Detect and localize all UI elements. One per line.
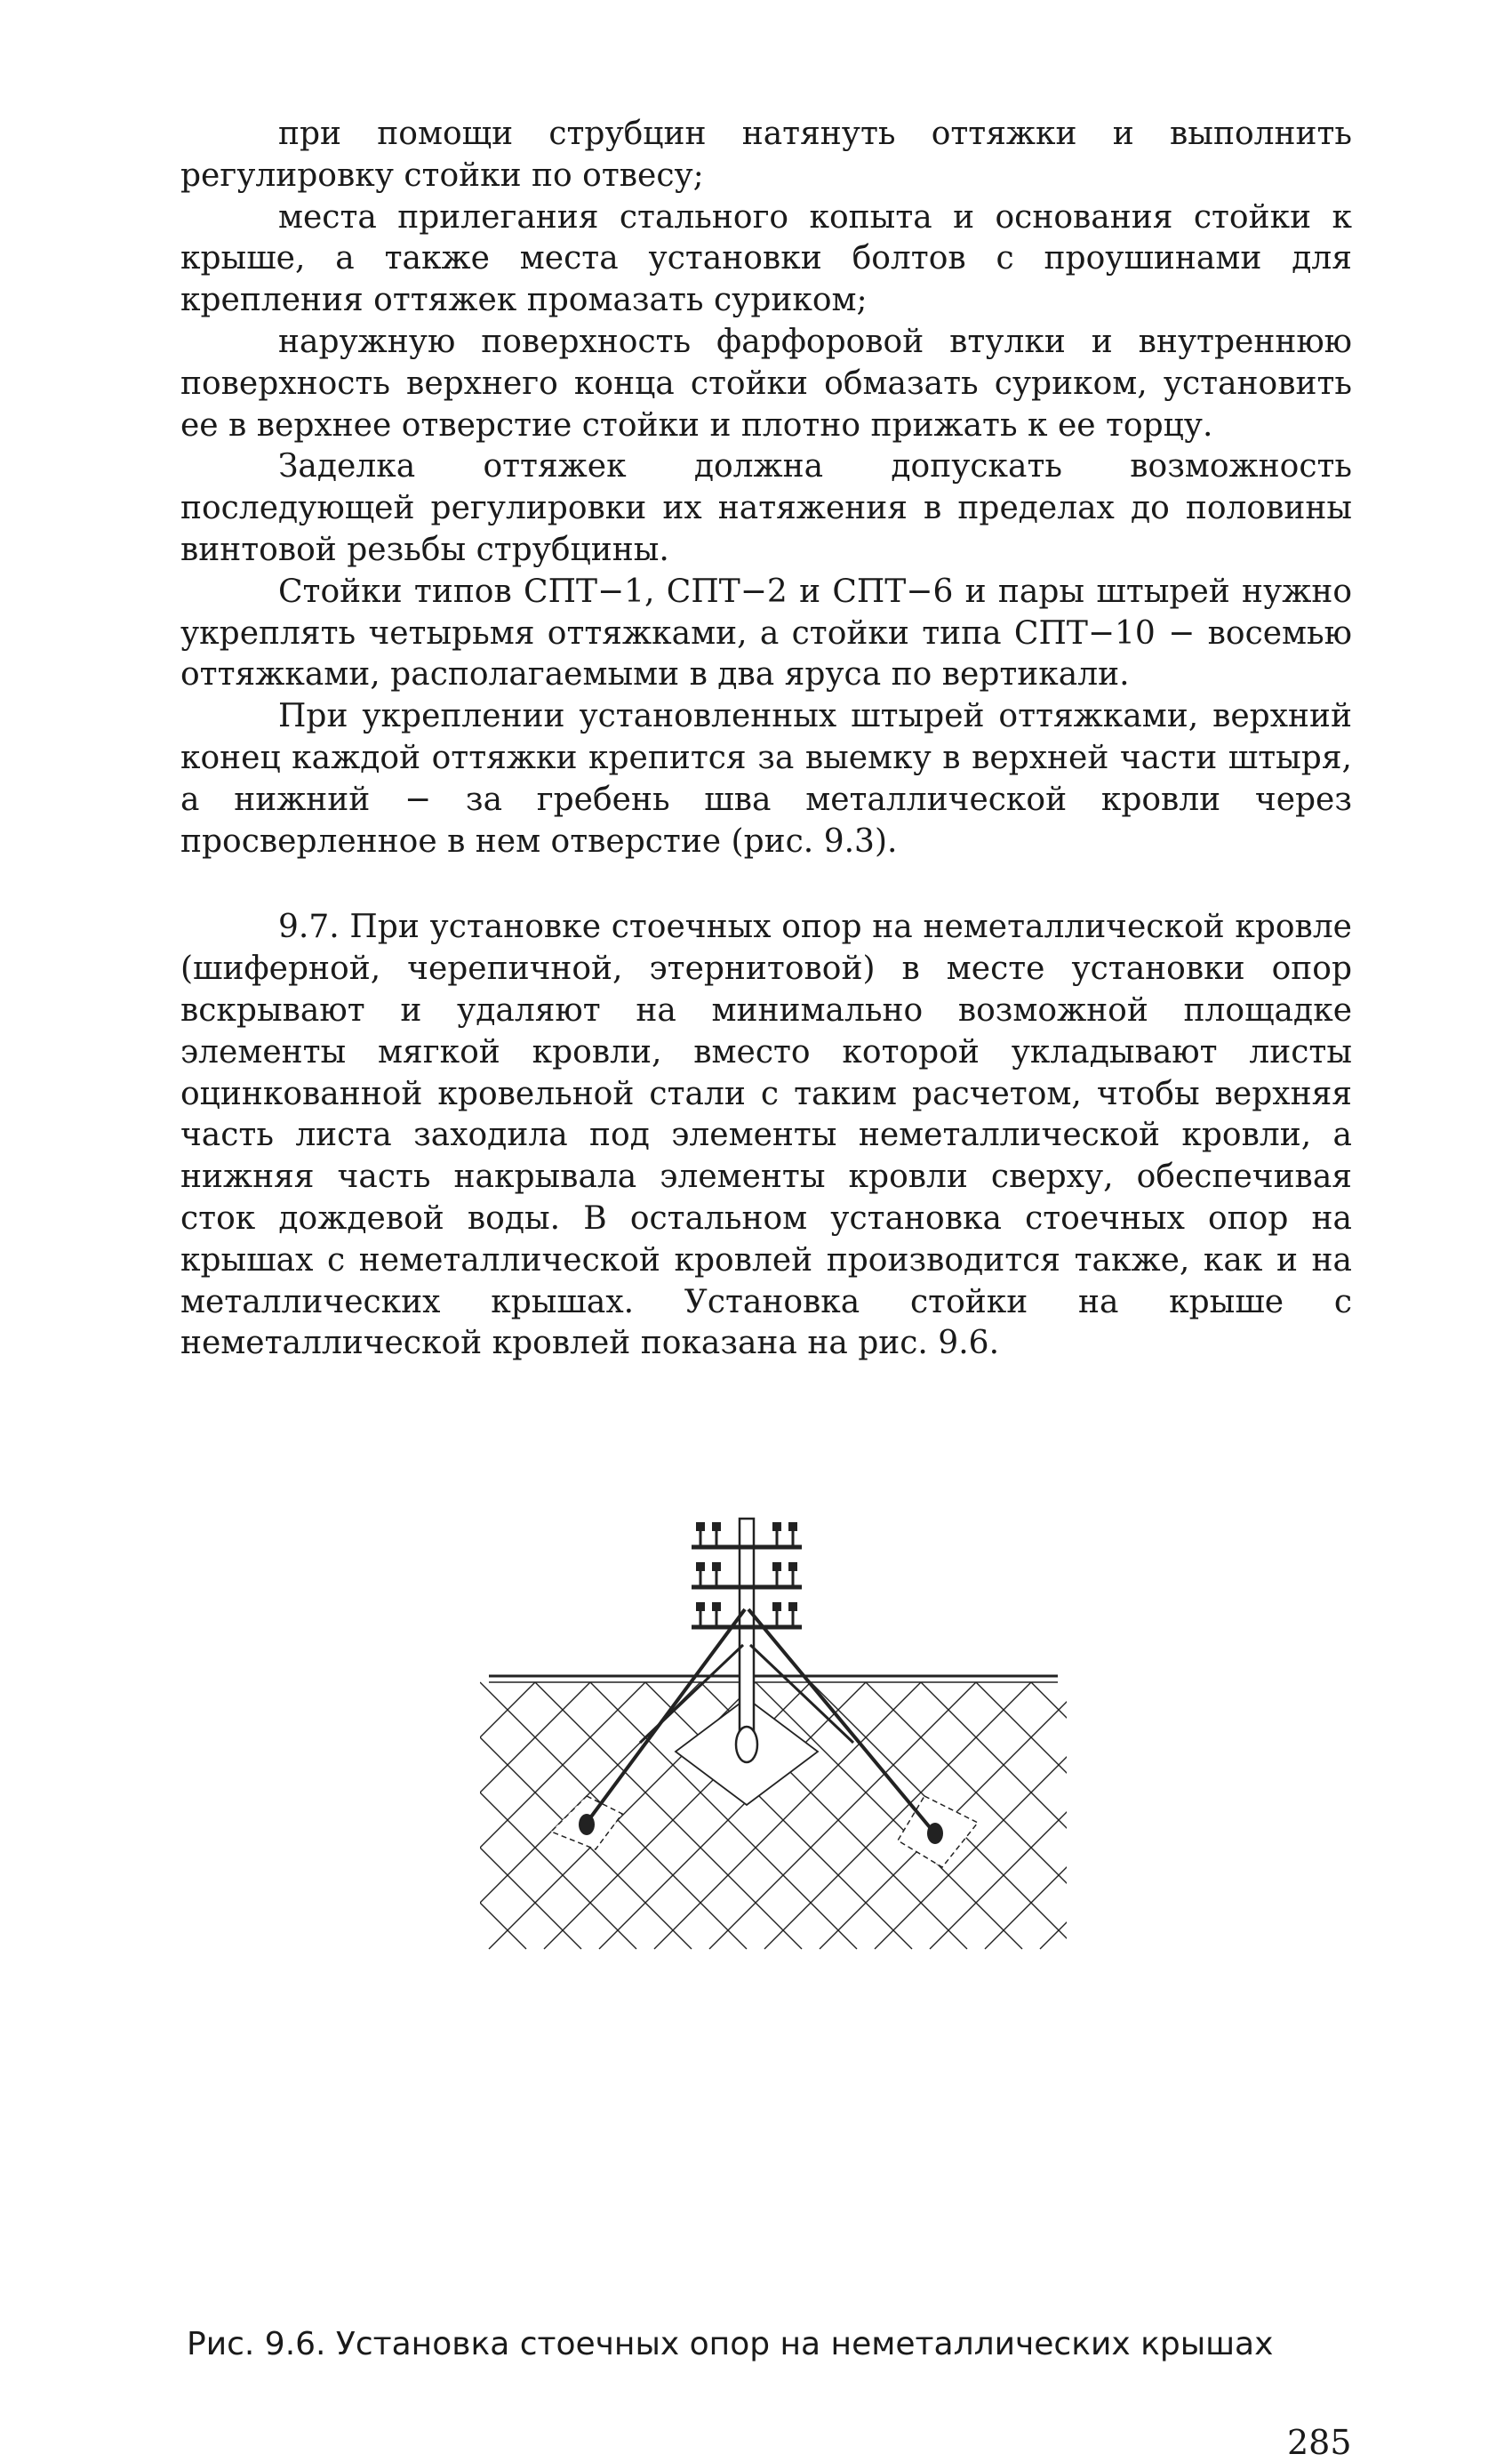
paragraph-5: Стойки типов СПТ−1, СПТ−2 и СПТ−6 и пары штырей нужно укреплять четырьмя оттяжками, а стойки типа СПТ−10 − восемью оттяжками, располагаемыми в два яруса по вертикали. — [180, 573, 1352, 694]
figure-roof-pole-illustration — [480, 1512, 1067, 2347]
paragraph-3: наружную поверхность фарфоровой втулки и внутреннюю поверхность верхнего конца стойки обмазать суриком, установить ее в верхнее отверстие стойки и плотно прижать к ее торцу. — [180, 323, 1352, 444]
insulator-cap — [712, 1522, 721, 1531]
insulator-cap — [788, 1602, 797, 1611]
insulator-cap — [696, 1562, 705, 1571]
tile-line — [480, 1682, 535, 1949]
tile-line — [756, 1682, 1022, 1949]
body-text — [180, 114, 1352, 1365]
anchor-right — [927, 1823, 943, 1844]
tile-line — [976, 1682, 1067, 1949]
insulator-cap — [788, 1522, 797, 1531]
paragraph-2: места прилегания стального копыта и основания стойки к крыше, а также места установки болтов с проушинами для крепления оттяжек промазать суриком; — [180, 198, 1352, 319]
paragraph-7: 9.7. При установке стоечных опор на неметаллической кровле (шиферной, черепичной, этернитовой) в месте установки опор вскрывают и удаляют на минимально возможной площадке элементы мягкой кровли, вместо которой укладывают листы оцинкованной кровельной стали с таким расчетом, чтобы верхняя часть листа заходила под элементы неметаллической кровли, а нижняя часть накрывала элементы кровли сверху, обеспечивая сток дождевой воды. В остальном установка стоечных опор на крышах с неметаллической кровлей производится также, как и на металлических крышах. Установка стойки на крыше с неметаллической кровлей показана на рис. 9.6. — [180, 909, 1352, 1362]
insulator-cap — [696, 1602, 705, 1611]
insulator-cap — [712, 1602, 721, 1611]
insulator-cap — [772, 1522, 781, 1531]
insulator-cap — [788, 1562, 797, 1571]
pole-shaft — [740, 1519, 754, 1741]
insulator-cap — [696, 1522, 705, 1531]
tile-line — [764, 1682, 1031, 1949]
paragraph-6: При укреплении установленных штырей оттяжками, верхний конец каждой оттяжки крепится за выемку в верхней части штыря, а нижний − за гребень шва металлической кровли через просверленное в нем отверстие (рис. 9.3). — [180, 698, 1352, 860]
insulator-cap — [772, 1602, 781, 1611]
insulator-cap — [772, 1562, 781, 1571]
pole-hoof — [736, 1727, 757, 1762]
paragraph-1: при помощи струбцин натянуть оттяжки и выполнить регулировку стойки по отвесу; — [180, 116, 1352, 194]
tile-line — [1031, 1682, 1067, 1949]
page-number: 285 — [1287, 2423, 1352, 2462]
roof-pole-drawing — [480, 1512, 1067, 2347]
tile-line — [654, 1682, 921, 1949]
anchor-left — [579, 1814, 595, 1835]
figure-caption: Рис. 9.6. Установка стоечных опор на неметаллических крышах — [187, 2326, 1274, 2362]
paragraph-4: Заделка оттяжек должна допускать возможность последующей регулировки их натяжения в пределах до половины винтовой резьбы струбцины. — [180, 448, 1352, 568]
insulator-cap — [712, 1562, 721, 1571]
